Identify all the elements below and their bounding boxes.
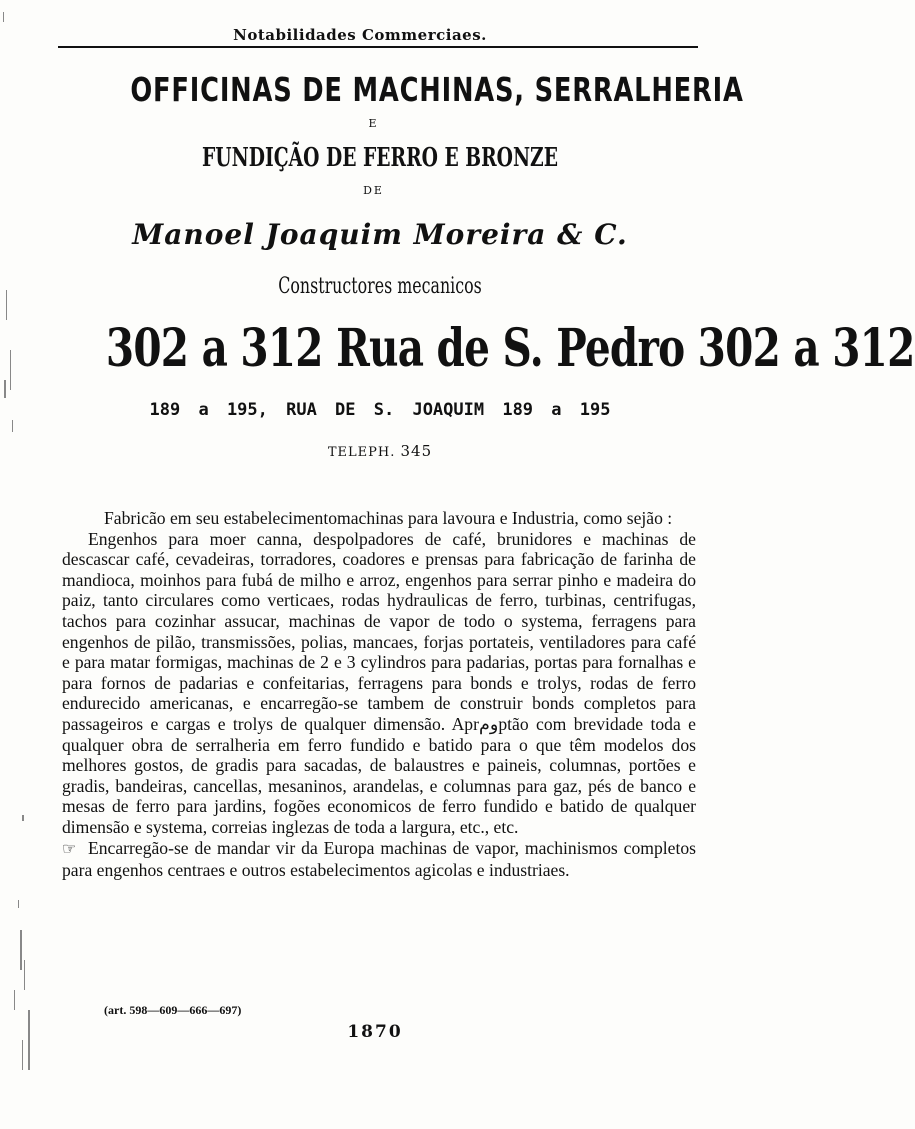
- year-footer: 1870: [347, 1022, 403, 1042]
- ad-title-line1: OFFICINAS DE MACHINAS, SERRALHERIA: [130, 70, 744, 109]
- telephone: [60, 442, 700, 460]
- body-paragraph-3-text: Encarregão-se de mandar vir da Europa machinas de vapor, machinismos completos para engenhos centraes e outros estabelecimentos agicolas e industriaes.: [62, 837, 696, 881]
- pointing-hand-icon: ☞: [62, 840, 77, 858]
- body-paragraph-3: [62, 838, 696, 881]
- secondary-address: 189 a 195, RUA DE S. JOAQUIM 189 a 195: [149, 400, 611, 420]
- conjunction-de: DE: [363, 184, 384, 197]
- article-reference: (art. 598—609—666—697): [104, 1003, 242, 1017]
- scan-edge-speckle: [0, 0, 40, 1129]
- running-title: Notabilidades Commerciaes.: [233, 26, 487, 44]
- ad-title-line2: FUNDIÇÃO DE FERRO E BRONZE: [201, 143, 558, 173]
- telephone-number: 345: [400, 442, 433, 460]
- firm-name: Manoel Joaquim Moreira & C.: [132, 218, 628, 251]
- firm-subtitle: Constructores mecanicos: [278, 274, 482, 299]
- ad-body: [62, 508, 696, 881]
- conjunction-e: E: [368, 117, 379, 130]
- body-paragraph-1: Fabricão em seu estabelecimentomachinas para lavoura e Industria, como sejão :: [104, 508, 673, 528]
- header-rule: [58, 46, 698, 48]
- body-paragraph-2: Engenhos para moer canna, despolpadores de café, brunidores e machinas de descascar café, cevadeiras, torradores, coadores e prensas para fabricação de farinha de mandioca, moinhos para fubá de milho e arroz, engenhos para serrar pinho e madeira do paiz, tanto circulares como verticaes, rodas hydraulicas de ferro, turbinas, centrifugas, tachos para cozinhar assucar, machinas de vapor de todo o systema, ferragens para engenhos de pilão, transmissões, polias, mancaes, forjas portateis, ventiladores para café e para matar formigas, machinas de 2 e 3 cylindros para padarias, portas para fornalhas e para fornos de padarias e confeitarias, ferragens para bonds e trolys, rodas de ferro endurecido americanas, e encarregão-se tambem de construir bonds completos para passageiros e cargas e trolys de qualquer dimensão. Aprومptão com brevidade toda e qualquer obra de serralheria em ferro fundido e batido para o que têm modelos dos melhores gostos, de gradis para sacadas, de balaustres e paineis, columnas, portões e gradis, bandeiras, cancellas, mesaninos, arandelas, e columnas para gaz, pés de banco e mesas de ferro para jardins, fogões economicos de ferro fundido e batido de qualquer dimensão e systema, correias inglezas de toda a largura, etc., etc.: [62, 528, 696, 837]
- main-address: 302 a 312 Rua de S. Pedro 302 a 312: [105, 318, 915, 379]
- telephone-label: TELEPH.: [327, 445, 396, 460]
